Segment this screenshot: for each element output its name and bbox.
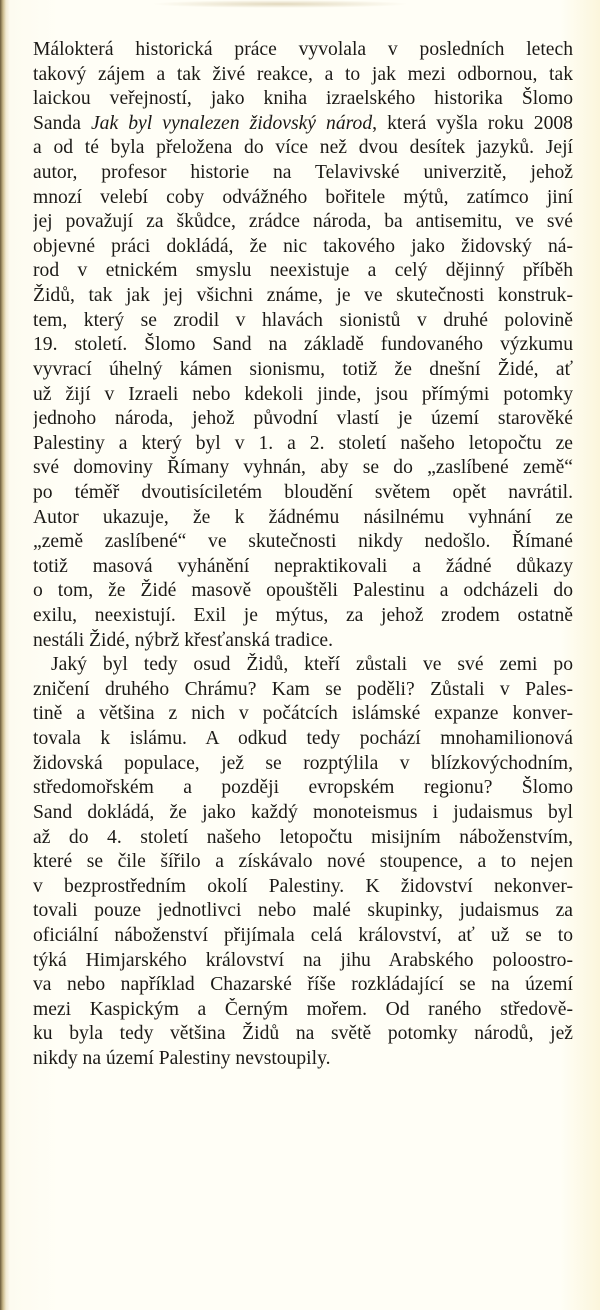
text-line: Sand dokládá, že jako každý monoteismus i judaismus byl — [33, 801, 573, 823]
text-line: rod v etnickém smyslu neexistuje a celý dějinný příběh — [33, 260, 573, 282]
text-line: tem, který se zrodil v hlavách sionistů v druhé polovině — [33, 309, 573, 331]
text-line: v bezprostředním okolí Palestiny. K židovství nekonver- — [33, 875, 573, 897]
text-line: va nebo například Chazarské říše rozkládající se na území — [33, 974, 573, 996]
text-line: mezi Kaspickým a Černým mořem. Od raného středově- — [33, 998, 573, 1020]
text-line: tovali pouze jednotlivci nebo malé skupinky, judaismus za — [33, 900, 573, 922]
text-line: až do 4. století našeho letopočtu misijním náboženstvím, — [33, 826, 573, 848]
text-line: mnozí velebí coby odvážného bořitele mýtů, zatímco jiní — [33, 186, 573, 208]
text-line: které se čile šířilo a získávalo nové stoupence, a to nejen — [33, 851, 573, 873]
text-line: o tom, že Židé masově opouštěli Palestinu a odcházeli do — [33, 580, 573, 602]
text-line: Palestiny a který byl v 1. a 2. století našeho letopočtu ze — [33, 432, 573, 454]
text-line: své domoviny Římany vyhnán, aby se do „zaslíbené země“ — [33, 457, 573, 479]
text-line: oficiální náboženství přijímala celá království, ať už se to — [33, 924, 573, 946]
text-line: totiž masová vyhánění nepraktikovali a žádné důkazy — [33, 555, 573, 577]
text-line: po téměř dvoutisíciletém bloudění světem opět navrátil. — [33, 481, 573, 503]
text-run: , která vyšla roku 2008 — [372, 112, 573, 134]
text-line: zničení druhého Chrámu? Kam se poděli? Zůstali v Pales- — [33, 678, 573, 700]
text-line: „země zaslíbené“ ve skutečnosti nikdy nedošlo. Římané — [33, 531, 573, 553]
text-line: nestáli Židé, nýbrž křesťanská tradice. — [33, 629, 333, 651]
text-line: autor, profesor historie na Telavivské univerzitě, jehož — [33, 162, 573, 184]
text-line: jednoho národa, jehož původní vlastí je území starověké — [33, 408, 573, 430]
text-line: Málokterá historická práce vyvolala v posledních letech — [33, 39, 573, 60]
text-line: tovala k islámu. A odkud tedy pochází mnohamilionová — [33, 728, 573, 750]
text-line: 19. století. Šlomo Sand na základě fundovaného výzkumu — [33, 334, 573, 356]
text-line: takový zájem a tak živé reakce, a to jak mezi odbornou, tak — [33, 63, 573, 85]
text-run: Sanda — [33, 112, 91, 134]
text-line: Jaký byl tedy osud Židů, kteří zůstali ve své zemi po — [51, 654, 573, 676]
text-line: jej považují za škůdce, zrádce národa, ba antisemitu, ve své — [33, 211, 573, 233]
text-line: už žijí v Izraeli nebo kdekoli jinde, jsou přímými potomky — [33, 383, 573, 405]
paragraph — [33, 653, 573, 1071]
text-line: objevné práci dokládá, že nic takového jako židovský ná- — [33, 235, 573, 257]
text-line: středomořském a později evropském regionu? Šlomo — [33, 777, 573, 799]
text-line: ku byla tedy většina Židů na světě potomky národů, jež — [33, 1023, 573, 1045]
text-line: vyvrací úhelný kámen sionismu, totiž že dnešní Židé, ať — [33, 358, 573, 380]
text-line: židovská populace, jež se rozptýlila v blízkovýchodním, — [33, 752, 573, 774]
text-line — [33, 112, 573, 137]
text-line: exilu, neexistují. Exil je mýtus, za jehož zrodem ostatně — [33, 605, 573, 627]
text-line: týká Himjarského království na jihu Arabského poloostro- — [33, 949, 573, 971]
text-line: laickou veřejností, jako kniha izraelského historika Šlomo — [33, 88, 573, 110]
text-line: a od té byla přeložena do více než dvou desítek jazyků. Její — [33, 137, 573, 159]
book-title-italic: Jak byl vynalezen židovský národ — [90, 112, 373, 134]
text-line: Autor ukazuje, že k žádnému násilnému vyhnání ze — [33, 506, 573, 528]
paragraph — [33, 38, 573, 653]
scan-shadow — [150, 0, 410, 8]
text-line: nikdy na území Palestiny nevstoupily. — [33, 1047, 331, 1069]
text-line: Židů, tak jak jej všichni známe, je ve skutečnosti konstruk- — [33, 285, 573, 307]
body-text — [33, 38, 573, 1072]
text-line: tině a většina z nich v počátcích islámské expanze konver- — [33, 703, 573, 725]
